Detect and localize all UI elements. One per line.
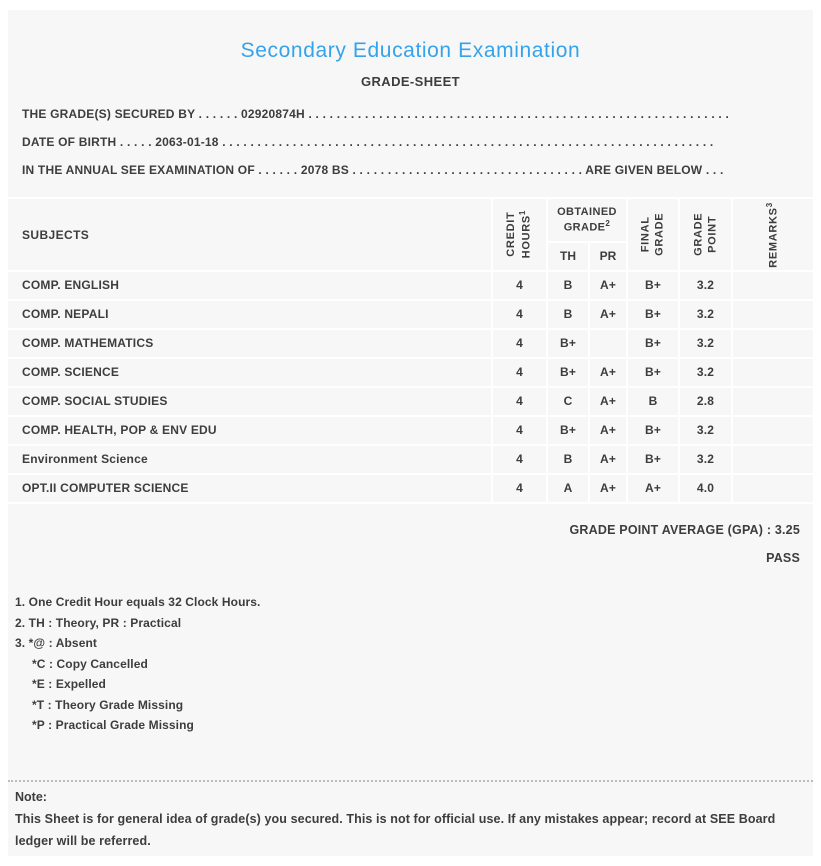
grade-sheet-panel (8, 10, 813, 856)
candidate-info (8, 100, 813, 184)
grade-point-cell: 3.2 (680, 359, 731, 386)
subject-cell: OPT.II COMPUTER SCIENCE (8, 475, 491, 502)
credit-hours-cell: 4 (493, 388, 546, 415)
pr-grade-cell: A+ (590, 417, 626, 444)
are-given-below-label: ARE GIVEN BELOW (585, 163, 703, 177)
final-grade-cell: B+ (628, 417, 678, 444)
dob-label: DATE OF BIRTH (22, 135, 117, 149)
pr-grade-cell (590, 330, 626, 357)
grade-point-cell: 3.2 (680, 330, 731, 357)
grade-point-cell: 3.2 (680, 446, 731, 473)
th-grade-cell: B+ (548, 330, 588, 357)
grade-point-cell: 3.2 (680, 301, 731, 328)
note-text: This Sheet is for general idea of grade(s) you secured. This is not for official use. If any mistakes appear; record at SEE Board ledger will be referred. (15, 811, 776, 848)
subject-cell: Environment Science (8, 446, 491, 473)
th-grade-cell: B+ (548, 359, 588, 386)
grade-point-cell: 2.8 (680, 388, 731, 415)
pr-grade-cell: A+ (590, 388, 626, 415)
pr-grade-cell: A+ (590, 272, 626, 299)
footnote: *C : Copy Cancelled (32, 656, 148, 671)
dob-line: DATE OF BIRTH . . . . . 2063-01-18 . . . . . . . . . . . . . . . . . . . . . . . . . . . . . . . . . . . . . . . . . . . . . . . . . . . . . . . . . . . . . . . . . . . . . . (22, 135, 714, 149)
remarks-cell (733, 301, 813, 328)
credit-hours-cell: 4 (493, 301, 546, 328)
th-grade-cell: C (548, 388, 588, 415)
pr-grade-cell: A+ (590, 475, 626, 502)
credit-hours-cell: 4 (493, 359, 546, 386)
remarks-cell (733, 417, 813, 444)
credit-hours-cell: 4 (493, 417, 546, 444)
col-header-remarks: REMARKS$^3$ (733, 199, 813, 270)
remarks-cell (733, 272, 813, 299)
result-line: PASS (766, 551, 800, 565)
th-grade-cell: B (548, 272, 588, 299)
col-header-final-grade: FINAL GRADE (628, 199, 678, 270)
grade-point-cell: 3.2 (680, 272, 731, 299)
th-grade-cell: B+ (548, 417, 588, 444)
grades-table (8, 197, 813, 504)
result-summary (8, 516, 813, 572)
footnote: 2. TH : Theory, PR : Practical (15, 615, 182, 630)
pr-grade-cell: A+ (590, 301, 626, 328)
remarks-cell (733, 475, 813, 502)
th-grade-cell: B (548, 446, 588, 473)
subject-cell: COMP. MATHEMATICS (8, 330, 491, 357)
exam-year: 2078 BS (300, 163, 349, 177)
footnote: 1. One Credit Hour equals 32 Clock Hours. (15, 595, 261, 609)
subject-cell: COMP. SOCIAL STUDIES (8, 388, 491, 415)
credit-hours-cell: 4 (493, 475, 546, 502)
credit-hours-cell: 4 (493, 330, 546, 357)
grades-table-header (8, 199, 813, 270)
credit-hours-cell: 4 (493, 272, 546, 299)
col-header-pr: PR (590, 243, 626, 270)
grade-secured-label: THE GRADE(S) SECURED BY (22, 107, 196, 121)
footnote: *T : Theory Grade Missing (32, 697, 184, 712)
footnotes (8, 592, 813, 736)
col-header-credit-hours: CREDIT HOURS$^1$ (493, 199, 546, 270)
final-grade-cell: B+ (628, 446, 678, 473)
remarks-cell (733, 446, 813, 473)
footnote: *P : Practical Grade Missing (32, 718, 194, 732)
final-grade-cell: B+ (628, 272, 678, 299)
sheet-subtitle: GRADE-SHEET (360, 74, 461, 89)
dashed-divider (8, 780, 813, 782)
sheet-title: Secondary Education Examination (240, 39, 581, 62)
pr-grade-cell: A+ (590, 359, 626, 386)
pr-grade-cell: A+ (590, 446, 626, 473)
col-header-grade-point: GRADE POINT (680, 199, 731, 270)
gpa-line: GRADE POINT AVERAGE (GPA) : 3.25 (569, 523, 800, 537)
col-header-obtained-grade: OBTAINED GRADE$^2$ TH PR (548, 199, 626, 270)
col-header-th: TH (548, 243, 588, 270)
student-symbol-number: 02920874H (241, 107, 305, 121)
final-grade-cell: B+ (628, 301, 678, 328)
final-grade-cell: B+ (628, 330, 678, 357)
subject-cell: COMP. ENGLISH (8, 272, 491, 299)
final-grade-cell: B (628, 388, 678, 415)
th-grade-cell: B (548, 301, 588, 328)
exam-year-line: IN THE ANNUAL SEE EXAMINATION OF . . . . . . 2078 BS . . . . . . . . . . . . . . . . . . . . . . . . . . . . . . . . . ARE GIVEN BELOW . . . (22, 163, 724, 177)
subject-cell: COMP. HEALTH, POP & ENV EDU (8, 417, 491, 444)
final-grade-cell: A+ (628, 475, 678, 502)
remarks-cell (733, 330, 813, 357)
col-header-subjects: SUBJECTS (8, 199, 491, 270)
grades-table-body (8, 272, 813, 502)
credit-hours-cell: 4 (493, 446, 546, 473)
remarks-cell (733, 388, 813, 415)
note-label: Note: (15, 789, 47, 804)
footnote: 3. *@ : Absent (15, 636, 98, 650)
subject-cell: COMP. NEPALI (8, 301, 491, 328)
grade-point-cell: 3.2 (680, 417, 731, 444)
date-of-birth: 2063-01-18 (155, 135, 219, 149)
th-grade-cell: A (548, 475, 588, 502)
grade-point-cell: 4.0 (680, 475, 731, 502)
remarks-cell (733, 359, 813, 386)
grade-secured-line: THE GRADE(S) SECURED BY . . . . . . 02920874H . . . . . . . . . . . . . . . . . . . . . . . . . . . . . . . . . . . . . . . . . . . . . . . . . . . . . . . . . . . . (22, 107, 729, 121)
subject-cell: COMP. SCIENCE (8, 359, 491, 386)
exam-year-label: IN THE ANNUAL SEE EXAMINATION OF (22, 163, 255, 177)
footnote: *E : Expelled (32, 677, 106, 691)
final-grade-cell: B+ (628, 359, 678, 386)
